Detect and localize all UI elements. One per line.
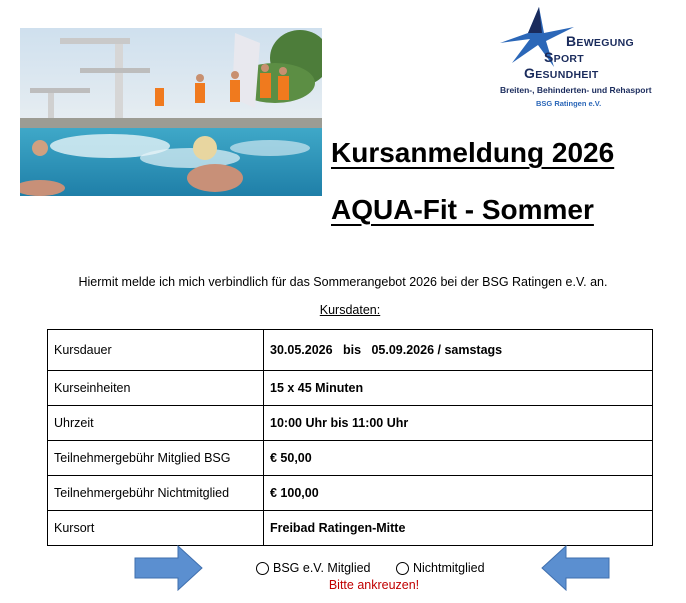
row-value: € 100,00 bbox=[264, 476, 653, 511]
bsg-logo bbox=[494, 5, 654, 113]
row-value: 30.05.2026 bis 05.09.2026 / samstags bbox=[264, 330, 653, 371]
nonmember-radio[interactable] bbox=[396, 562, 409, 575]
row-label: Teilnehmergebühr Nichtmitglied bbox=[48, 476, 264, 511]
row-value: Freibad Ratingen-Mitte bbox=[264, 511, 653, 546]
table-row bbox=[48, 511, 653, 546]
page-subtitle: AQUA-Fit - Sommer bbox=[331, 194, 594, 225]
section-title: Kursdaten: bbox=[319, 303, 381, 317]
course-table bbox=[47, 329, 653, 546]
table-row bbox=[48, 441, 653, 476]
table-row bbox=[48, 406, 653, 441]
table-row bbox=[48, 371, 653, 406]
table-row bbox=[48, 330, 653, 371]
row-value: 10:00 Uhr bis 11:00 Uhr bbox=[264, 406, 653, 441]
option-member[interactable] bbox=[256, 561, 371, 575]
table-row bbox=[48, 476, 653, 511]
aqua-fitness-photo bbox=[20, 28, 322, 196]
page-title: Kursanmeldung 2026 bbox=[331, 137, 615, 168]
option-nonmember[interactable] bbox=[396, 561, 485, 575]
logo-word-sport: SPORT bbox=[544, 49, 585, 65]
check-hint: Bitte ankreuzen! bbox=[328, 578, 420, 592]
option-nonmember-label: Nichtmitglied bbox=[413, 561, 485, 575]
logo-word-gesundheit: GESUNDHEIT bbox=[524, 65, 599, 81]
logo-club-name: BSG Ratingen e.V. bbox=[536, 99, 602, 108]
intro-text: Hiermit melde ich mich verbindlich für das Sommerangebot 2026 bei der BSG Ratingen e.V. an. bbox=[78, 275, 608, 289]
logo-word-bewegung: BEWEGUNG bbox=[566, 33, 634, 49]
row-label: Kursort bbox=[48, 511, 264, 546]
row-value: € 50,00 bbox=[264, 441, 653, 476]
row-label: Uhrzeit bbox=[48, 406, 264, 441]
row-label: Teilnehmergebühr Mitglied BSG bbox=[48, 441, 264, 476]
row-label: Kurseinheiten bbox=[48, 371, 264, 406]
member-radio[interactable] bbox=[256, 562, 269, 575]
row-label: Kursdauer bbox=[48, 330, 264, 371]
option-member-label: BSG e.V. Mitglied bbox=[273, 561, 371, 575]
logo-subtitle: Breiten-, Behinderten- und Rehasport bbox=[500, 85, 652, 95]
row-value: 15 x 45 Minuten bbox=[264, 371, 653, 406]
